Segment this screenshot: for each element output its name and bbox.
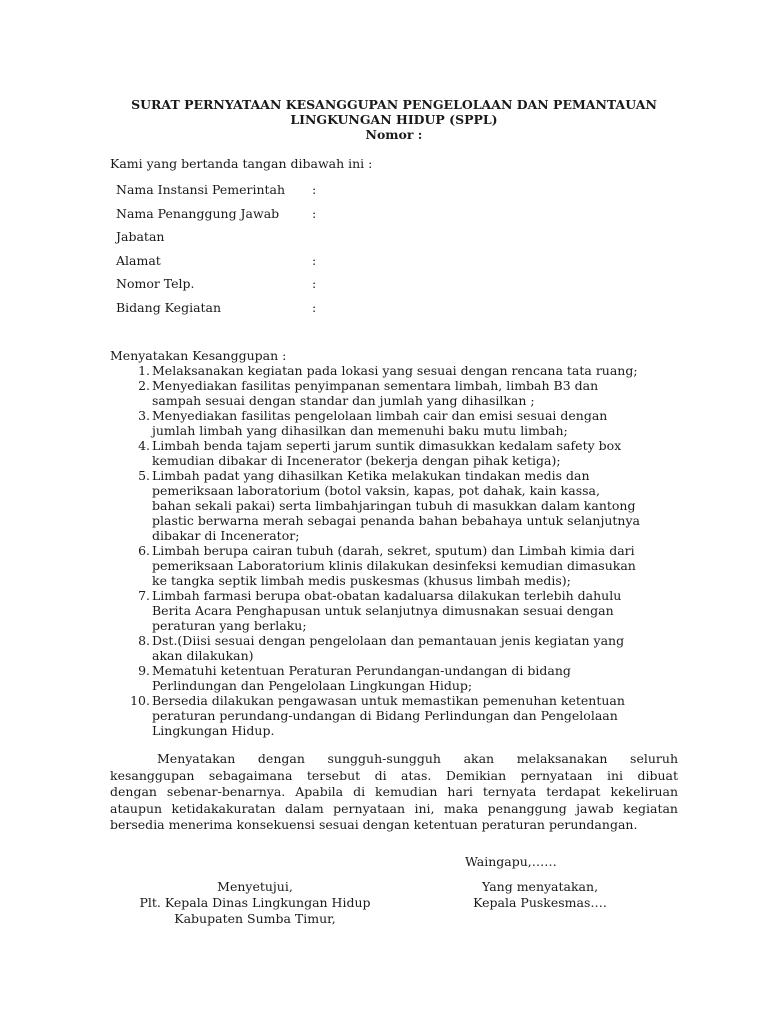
list-item-text: peraturan yang berlaku; <box>152 618 307 633</box>
list-item-text: Melaksanakan kegiatan pada lokasi yang sesuai dengan rencana tata ruang; <box>152 363 638 378</box>
list-item <box>110 468 690 543</box>
field-row <box>116 253 416 277</box>
field-row <box>116 276 416 300</box>
field-label: Nomor Telp. <box>116 276 195 291</box>
list-item <box>110 693 690 738</box>
signature-line: Plt. Kepala Dinas Lingkungan Hidup <box>139 895 371 910</box>
closing-line: dengan sebenar-benarnya. Apabila di kemudian hari ternyata terdapat kekeliruan <box>110 784 678 799</box>
signature-line: Kepala Puskesmas…. <box>473 895 607 910</box>
field-colon: : <box>312 182 317 197</box>
closing-line: Menyatakan dengan sungguh-sungguh akan melaksanakan seluruh <box>157 751 678 766</box>
list-item-text: Limbah benda tajam seperti jarum suntik dimasukkan kedalam safety box <box>152 438 622 453</box>
commitment-list <box>110 363 690 738</box>
list-item-text: Berita Acara Penghapusan untuk selanjutnya dimusnakan sesuai dengan <box>152 603 614 618</box>
closing-line: ataupun ketidakakuratan dalam pernyataan ini, maka penanggung jawab kegiatan <box>110 800 678 816</box>
closing-line: kesanggupan sebagaimana tersebut di atas. Demikian pernyataan ini dibuat <box>110 767 678 783</box>
list-item <box>110 663 690 693</box>
list-item <box>110 543 690 588</box>
signature-block-approver <box>110 879 400 927</box>
list-item-number: 3. <box>138 408 150 423</box>
field-label: Nama Penanggung Jawab <box>116 205 280 221</box>
list-item-text: pemeriksaan Laboratorium klinis dilakukan desinfeksi kemudian dimasukan <box>152 558 636 573</box>
closing-paragraph <box>110 751 678 834</box>
intro-text: Kami yang bertanda tangan dibawah ini : <box>110 156 373 171</box>
field-label: Alamat <box>116 252 161 268</box>
list-item-text: Limbah farmasi berupa obat-obatan kadaluarsa dilakukan terlebih dahulu <box>152 588 622 603</box>
list-item <box>110 588 690 633</box>
place-date: Waingapu,…… <box>465 854 557 869</box>
list-item-text: kemudian dibakar di Incenerator (bekerja dengan pihak ketiga); <box>152 453 561 468</box>
list-item-text: ke tangka septik limbah medis puskesmas (khusus limbah medis); <box>152 573 571 588</box>
field-row <box>116 182 416 206</box>
list-item-number: 2. <box>138 378 150 393</box>
list-item-number: 7. <box>138 588 150 603</box>
list-item-number: 10. <box>130 693 150 708</box>
list-item-text: bahan sekali pakai) serta limbahjaringan tubuh di masukkan dalam kantong <box>152 498 636 513</box>
field-colon: : <box>312 299 317 315</box>
list-item-text: pemeriksaan laboratorium (botol vaksin, kapas, pot dahak, kain kassa, <box>152 483 600 498</box>
field-colon: : <box>312 276 317 291</box>
list-item-text: dibakar di Incenerator; <box>152 528 300 543</box>
list-item-text: Bersedia dilakukan pengawasan untuk memastikan pemenuhan ketentuan <box>152 693 625 708</box>
list-item-number: 8. <box>138 633 150 648</box>
field-label: Jabatan <box>116 229 165 244</box>
list-item <box>110 378 690 408</box>
field-colon: : <box>312 205 317 221</box>
list-item-number: 4. <box>138 438 150 453</box>
list-item-text: jumlah limbah yang dihasilkan dan memenuhi baku mutu limbah; <box>152 423 568 438</box>
list-item-text: Limbah berupa cairan tubuh (darah, sekret, sputum) dan Limbah kimia dari <box>152 543 635 558</box>
list-item <box>110 408 690 438</box>
closing-line: bersedia menerima konsekuensi sesuai dengan ketentuan peraturan perundangan. <box>110 817 638 832</box>
field-row <box>116 229 416 253</box>
list-item-text: Dst.(Diisi sesuai dengan pengelolaan dan pemantauan jenis kegiatan yang <box>152 633 625 648</box>
signature-line: Yang menyatakan, <box>481 879 599 894</box>
list-item-text: Mematuhi ketentuan Peraturan Perundangan-undangan di bidang <box>152 663 571 678</box>
list-item-text: plastic berwarna merah sebagai penanda bahan bebahaya untuk selanjutnya <box>152 513 640 528</box>
field-row <box>116 206 416 230</box>
declaration-heading: Menyatakan Kesanggupan : <box>110 348 287 363</box>
list-item <box>110 633 690 663</box>
list-item <box>110 363 690 378</box>
list-item-number: 1. <box>138 363 150 378</box>
field-row <box>116 300 416 324</box>
list-item-text: Lingkungan Hidup. <box>152 723 275 738</box>
list-item-number: 6. <box>138 543 150 558</box>
list-item-text: Menyediakan fasilitas penyimpanan sementara limbah, limbah B3 dan <box>152 378 599 393</box>
list-item-text: Menyediakan fasilitas pengelolaan limbah cair dan emisi sesuai dengan <box>152 408 608 423</box>
list-item-text: akan dilakukan) <box>152 648 254 663</box>
list-item-text: Limbah padat yang dihasilkan Ketika melakukan tindakan medis dan <box>152 468 590 483</box>
document-title <box>100 97 688 142</box>
field-label: Bidang Kegiatan <box>116 299 222 315</box>
field-label: Nama Instansi Pemerintah <box>116 182 286 197</box>
signature-block-declarant <box>440 879 640 911</box>
list-item-number: 5. <box>138 468 150 483</box>
title-line-3: Nomor : <box>365 127 423 142</box>
title-line-1: SURAT PERNYATAAN KESANGGUPAN PENGELOLAAN DAN PEMANTAUAN <box>131 97 657 112</box>
list-item-text: peraturan perundang-undangan di Bidang Perlindungan dan Pengelolaan <box>152 708 618 723</box>
list-item <box>110 438 690 468</box>
list-item-text: Perlindungan dan Pengelolaan Lingkungan Hidup; <box>152 678 473 693</box>
field-colon: : <box>312 252 317 268</box>
list-item-text: sampah sesuai dengan standar dan jumlah yang dihasilkan ; <box>152 393 535 408</box>
signature-line: Kabupaten Sumba Timur, <box>174 911 336 926</box>
identity-fields <box>116 182 416 323</box>
title-line-2: LINGKUNGAN HIDUP (SPPL) <box>290 112 498 127</box>
list-item-number: 9. <box>138 663 150 678</box>
signature-line: Menyetujui, <box>217 879 293 894</box>
